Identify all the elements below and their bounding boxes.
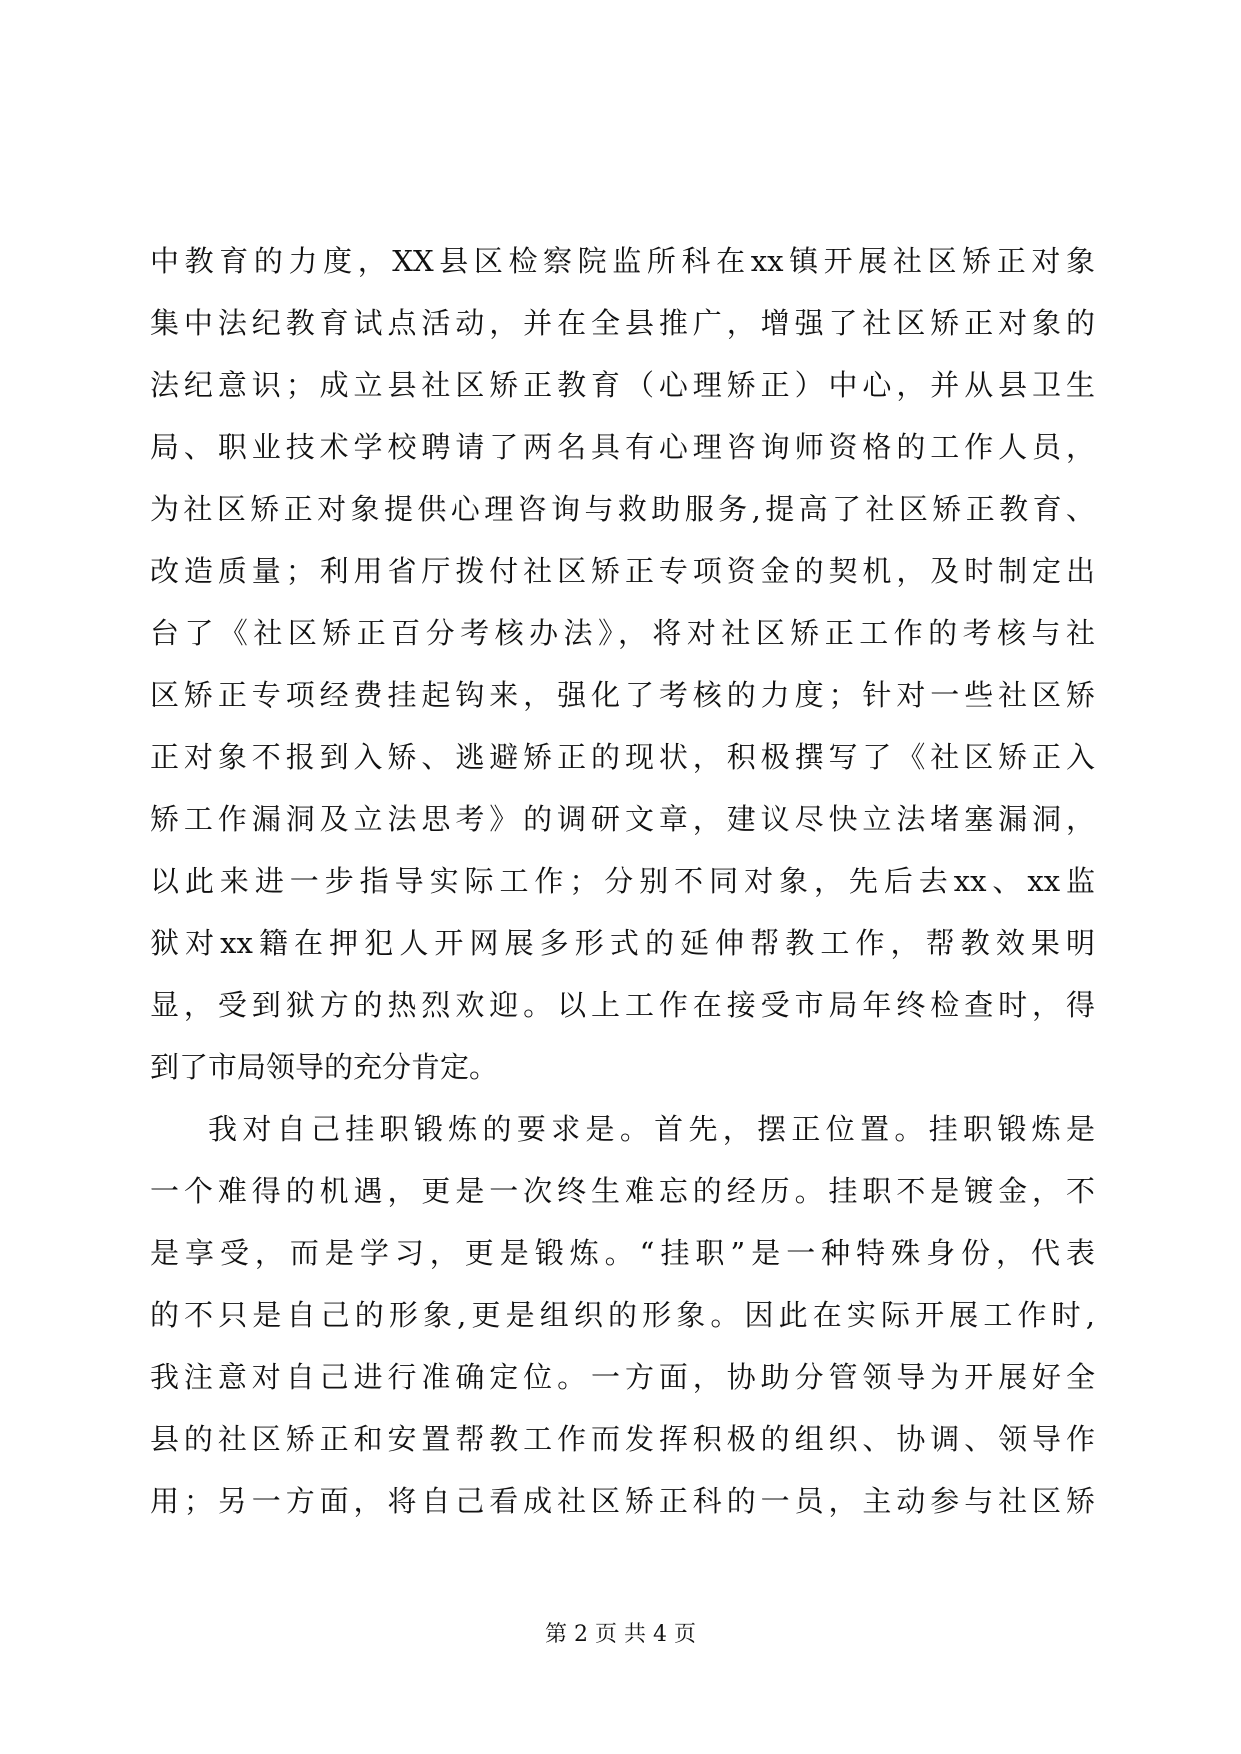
document-body bbox=[150, 230, 1095, 1532]
text-line: 是享受，而是学习，更是锻炼。“挂职”是一种特殊身份，代表 bbox=[150, 1236, 1095, 1270]
text-line: 到了市局领导的充分肯定。 bbox=[150, 1050, 499, 1084]
text-line: 法纪意识；成立县社区矫正教育（心理矫正）中心，并从县卫生 bbox=[150, 368, 1095, 402]
text-line: 显，受到狱方的热烈欢迎。以上工作在接受市局年终检查时，得 bbox=[150, 988, 1095, 1022]
paragraph bbox=[150, 1098, 1095, 1532]
text-line: 一个难得的机遇，更是一次终生难忘的经历。挂职不是镀金，不 bbox=[150, 1174, 1095, 1208]
text-line: 以此来进一步指导实际工作；分别不同对象，先后去xx、xx监 bbox=[150, 864, 1095, 898]
page-footer: 第 2 页 共 4 页 bbox=[545, 1622, 696, 1647]
text-line: 改造质量；利用省厅拨付社区矫正专项资金的契机，及时制定出 bbox=[150, 554, 1095, 588]
text-line: 区矫正专项经费挂起钩来，强化了考核的力度；针对一些社区矫 bbox=[150, 678, 1095, 712]
text-line: 为社区矫正对象提供心理咨询与救助服务,提高了社区矫正教育、 bbox=[150, 492, 1095, 526]
text-line: 局、职业技术学校聘请了两名具有心理咨询师资格的工作人员， bbox=[150, 430, 1095, 464]
text-line: 我对自己挂职锻炼的要求是。首先，摆正位置。挂职锻炼是 bbox=[208, 1112, 1095, 1146]
text-line: 中教育的力度，XX县区检察院监所科在xx镇开展社区矫正对象 bbox=[150, 244, 1095, 278]
text-line: 正对象不报到入矫、逃避矫正的现状，积极撰写了《社区矫正入 bbox=[150, 740, 1095, 774]
text-line: 用；另一方面，将自己看成社区矫正科的一员，主动参与社区矫 bbox=[150, 1484, 1095, 1518]
paragraph bbox=[150, 230, 1095, 1098]
text-line: 的不只是自己的形象,更是组织的形象。因此在实际开展工作时, bbox=[150, 1298, 1095, 1332]
text-line: 矫工作漏洞及立法思考》的调研文章，建议尽快立法堵塞漏洞， bbox=[150, 802, 1095, 836]
text-line: 狱对xx籍在押犯人开网展多形式的延伸帮教工作，帮教效果明 bbox=[150, 926, 1095, 960]
text-line: 台了《社区矫正百分考核办法》，将对社区矫正工作的考核与社 bbox=[150, 616, 1095, 650]
text-line: 县的社区矫正和安置帮教工作而发挥积极的组织、协调、领导作 bbox=[150, 1422, 1095, 1456]
text-line: 集中法纪教育试点活动，并在全县推广，增强了社区矫正对象的 bbox=[150, 306, 1095, 340]
text-line: 我注意对自己进行准确定位。一方面，协助分管领导为开展好全 bbox=[150, 1360, 1095, 1394]
